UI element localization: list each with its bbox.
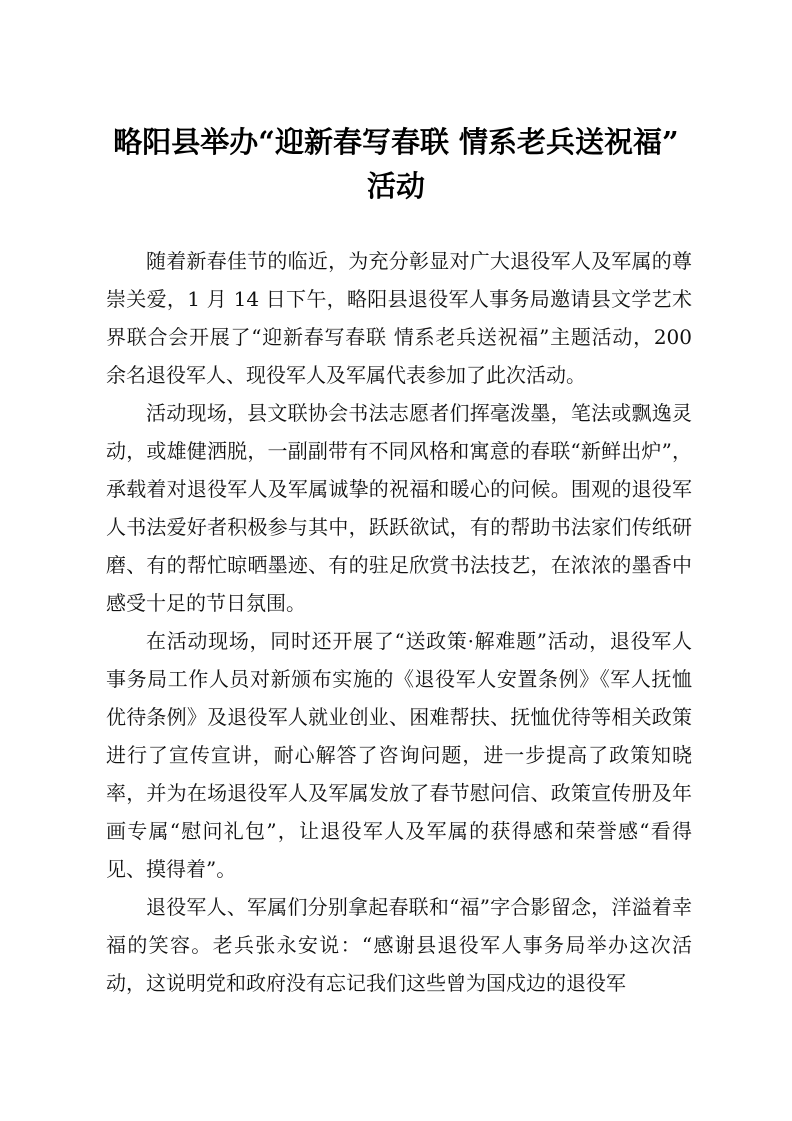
paragraph-2: 活动现场，县文联协会书法志愿者们挥毫泼墨，笔法或飘逸灵动，或雄健洒脱，一副副带有不同风格和寓意的春联“新鲜出炉”，承载着对退役军人及军属诚挚的祝福和暖心的问候。围观的退役军人书法爱好者积极参与其中，跃跃欲试，有的帮助书法家们传纸研磨、有的帮忙晾晒墨迹、有的驻足欣赏书法技艺，在浓浓的墨香中感受十足的节日氛围。 (106, 401, 692, 615)
paragraph-1: 随着新春佳节的临近，为充分彰显对广大退役军人及军属的尊崇关爱，1 月 14 日下午，略阳县退役军人事务局邀请县文学艺术界联合会开展了“迎新春写春联 情系老兵送祝福”主题活动，200 余名退役军人、现役军人及军属代表参加了此次活动。 (106, 249, 692, 387)
paragraph-3: 在活动现场，同时还开展了“送政策·解难题”活动，退役军人事务局工作人员对新颁布实施的《退役军人安置条例》《军人抚恤优待条例》及退役军人就业创业、困难帮扶、抚恤优待等相关政策进行了宣传宣讲，耐心解答了咨询问题，进一步提高了政策知晓率，并为在场退役军人及军属发放了春节慰问信、政策宣传册及年画专属“慰问礼包”，让退役军人及军属的获得感和荣誉感“看得见、摸得着”。 (106, 629, 692, 881)
title-line-2: 活动 (366, 169, 425, 203)
paragraph-4: 退役军人、军属们分别拿起春联和“福”字合影留念，洋溢着幸福的笑容。老兵张永安说：“感谢县退役军人事务局举办这次活动，这说明党和政府没有忘记我们这些曾为国戍边的退役军 (106, 895, 692, 995)
document-title (80, 120, 712, 208)
document-body (106, 242, 692, 1002)
title-line-1: 略阳县举办“迎新春写春联 情系老兵送祝福” (113, 125, 679, 159)
